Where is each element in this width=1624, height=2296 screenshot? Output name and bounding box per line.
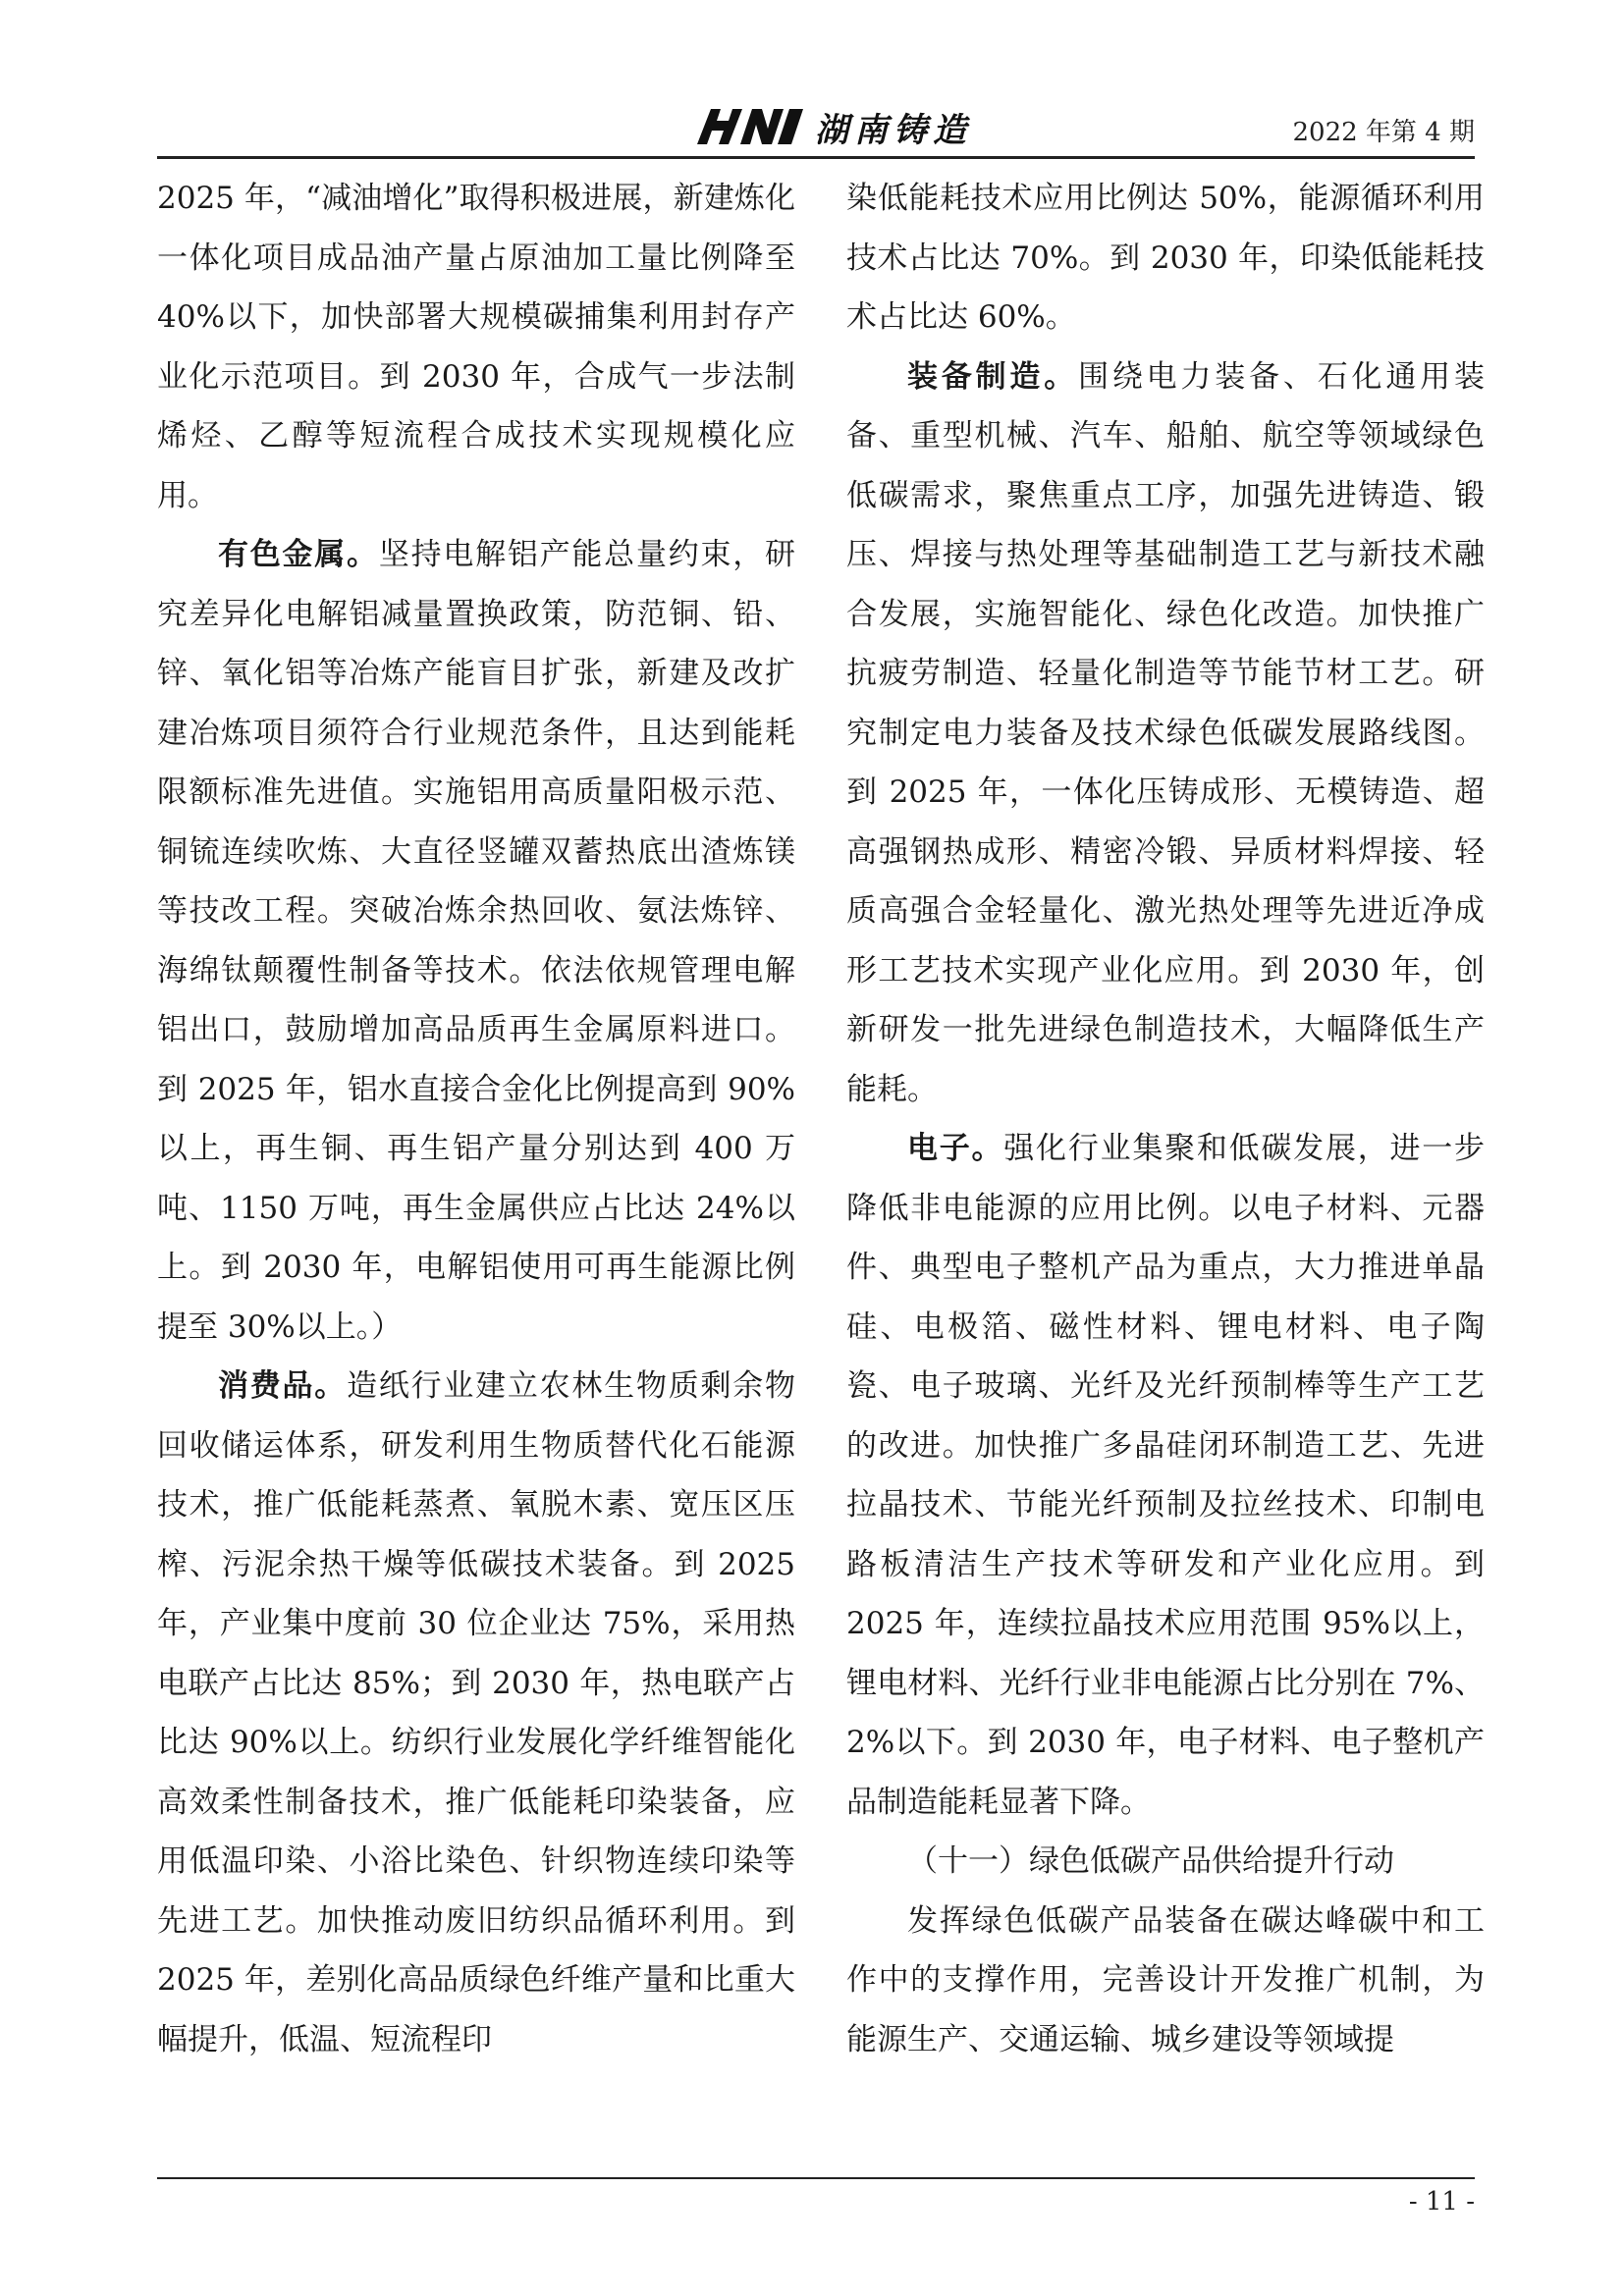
section-heading: （十一）绿色低碳产品供给提升行动 (907, 1843, 1394, 1879)
paragraph-lead: 消费品。 (218, 1368, 348, 1404)
header-divider (157, 156, 1475, 159)
paragraph: 染低能耗技术应用比例达 50%，能源循环利用技术占比达 70%。到 2030 年，印染低能耗技术占比达 60%。 (846, 181, 1485, 335)
journal-name: 湖南铸造 (815, 110, 972, 150)
paragraph-green-products: 发挥绿色低碳产品装备在碳达峰碳中和工作中的支撑作用，完善设计开发推广机制，为能源生产、交通运输、城乡建设等领域提 (846, 1902, 1485, 2057)
issue-label: 2022 年第 4 期 (1292, 118, 1475, 147)
journal-logo (695, 104, 972, 149)
paragraph-lead: 装备制造。 (907, 358, 1079, 395)
paragraph-electronics: 电子。强化行业集聚和低碳发展，进一步降低非电能源的应用比例。以电子材料、元器件、典型电子整机产品为重点，大力推进单晶硅、电极箔、磁性材料、锂电材料、电子陶瓷、电子玻璃、光纤及光纤预制棒等生产工艺的改进。加快推广多晶硅闭环制造工艺、先进拉晶技术、节能光纤预制及拉丝技术、印制电路板清洁生产技术等研发和产业化应用。到 2025 年，连续拉晶技术应用范围 95%以上，锂电材料、光纤行业非电能源占比分别在 7%、2%以下。到 2030 年，电子材料、电子整机产品制造能耗显著下降。 (846, 1131, 1486, 1820)
paragraph-lead: 有色金属。 (218, 537, 379, 572)
page-header (157, 102, 1475, 157)
right-column (846, 169, 1485, 2069)
footer-divider (157, 2177, 1475, 2179)
paragraph: 2025 年，“减油增化”取得积极进展，新建炼化一体化项目成品油产量占原油加工量比例降至 40%以下，加快部署大规模碳捕集利用封存产业化示范项目。到 2030 年，合成气一步法制烯烃、乙醇等短流程合成技术实现规模化应用。 (157, 181, 795, 513)
page-number: - 11 - (1408, 2187, 1475, 2216)
paragraph-lead: 电子。 (907, 1131, 1004, 1166)
paragraph-nonferrous-metals: 有色金属。坚持电解铝产能总量约束，研究差异化电解铝减量置换政策，防范铜、铅、锌、氧化铝等冶炼产能盲目扩张，新建及改扩建冶炼项目须符合行业规范条件，且达到能耗限额标准先进值。实施铝用高质量阳极示范、铜锍连续吹炼、大直径竖罐双蓄热底出渣炼镁等技改工程。突破冶炼余热回收、氨法炼锌、海绵钛颠覆性制备等技术。依法依规管理电解铝出口，鼓励增加高品质再生金属原料进口。到 2025 年，铝水直接合金化比例提高到 90%以上，再生铜、再生铝产量分别达到 400 万吨、1150 万吨，再生金属供应占比达 24%以上。到 2030 年，电解铝使用可再生能源比例提至 30%以上。） (157, 537, 796, 1345)
paragraph-equipment-manufacturing: 装备制造。围绕电力装备、石化通用装备、重型机械、汽车、船舶、航空等领域绿色低碳需求，聚焦重点工序，加强先进铸造、锻压、焊接与热处理等基础制造工艺与新技术融合发展，实施智能化、绿色化改造。加快推广抗疲劳制造、轻量化制造等节能节材工艺。研究制定电力装备及技术绿色低碳发展路线图。到 2025 年，一体化压铸成形、无模铸造、超高强钢热成形、精密冷锻、异质材料焊接、轻质高强合金轻量化、激光热处理等先进近净成形工艺技术实现产业化应用。到 2030 年，创新研发一批先进绿色制造技术，大幅降低生产能耗。 (846, 358, 1485, 1107)
left-column (157, 169, 795, 2069)
paragraph-consumer-goods: 消费品。造纸行业建立农林生物质剩余物回收储运体系，研发利用生物质替代化石能源技术，推广低能耗蒸煮、氧脱木素、宽压区压榨、污泥余热干燥等低碳技术装备。到 2025 年，产业集中度前 30 位企业达 75%，采用热电联产占比达 85%；到 2030 年，热电联产占比达 90%以上。纺织行业发展化学纤维智能化高效柔性制备技术，推广低能耗印染装备，应用低温印染、小浴比染色、针织物连续印染等先进工艺。加快推动废旧纺织品循环利用。到 2025 年，差别化高品质绿色纤维产量和比重大幅提升，低温、短流程印 (157, 1368, 796, 2057)
hnz-logo-icon (695, 107, 805, 146)
